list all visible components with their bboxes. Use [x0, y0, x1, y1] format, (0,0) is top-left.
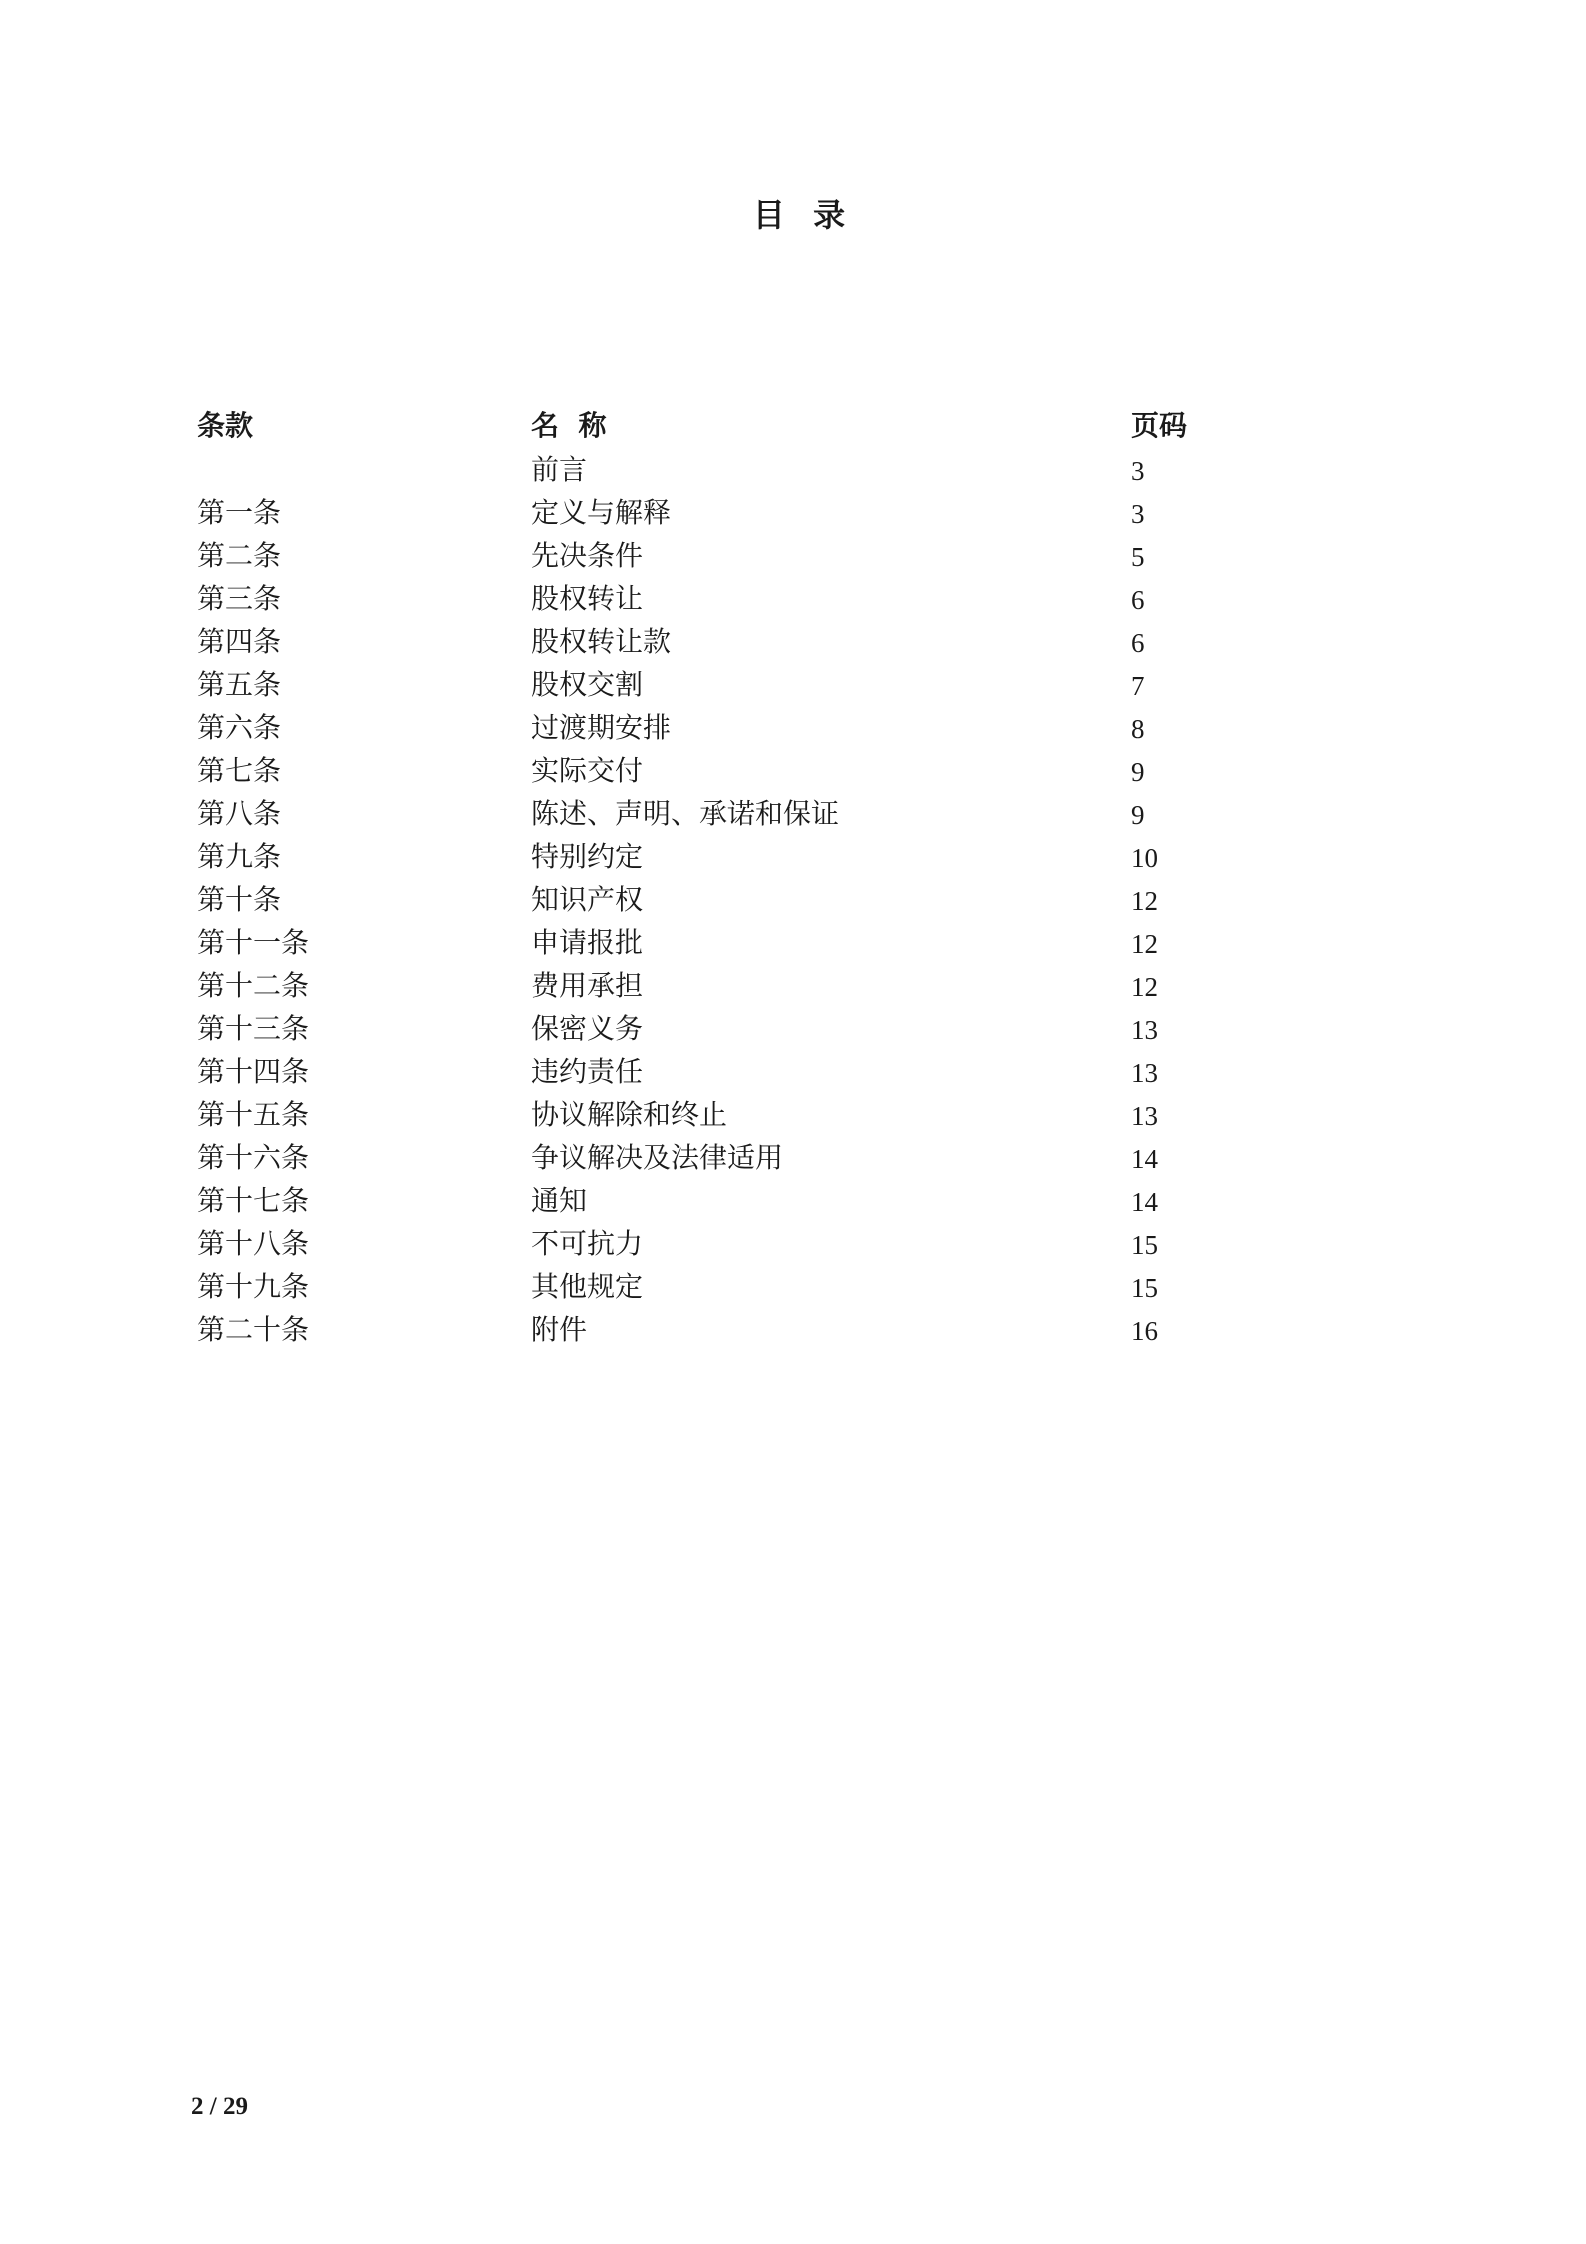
toc-clause: 第十条 — [197, 883, 282, 916]
toc-title: 陈述、声明、承诺和保证 — [531, 797, 840, 830]
toc-page: 16 — [1131, 1316, 1158, 1346]
toc-clause: 第二条 — [197, 539, 282, 572]
toc-title: 先决条件 — [531, 539, 644, 572]
toc-page: 15 — [1131, 1273, 1158, 1303]
toc-clause: 第十七条 — [197, 1184, 310, 1217]
toc-title: 费用承担 — [531, 969, 644, 1002]
toc-title: 其他规定 — [531, 1270, 644, 1303]
toc-row[interactable] — [197, 1265, 1347, 1308]
toc-clause: 第十二条 — [197, 969, 310, 1002]
toc-row[interactable] — [197, 706, 1347, 749]
toc-page: 6 — [1131, 628, 1145, 658]
toc-clause: 第十八条 — [197, 1227, 310, 1260]
toc-title: 股权转让款 — [531, 625, 672, 658]
toc-title: 申请报批 — [531, 926, 644, 959]
toc-page: 15 — [1131, 1230, 1158, 1260]
toc-title: 不可抗力 — [531, 1227, 644, 1260]
toc-row[interactable] — [197, 749, 1347, 792]
toc-title: 附件 — [531, 1313, 588, 1346]
toc-row[interactable] — [197, 491, 1347, 534]
toc-clause: 第十九条 — [197, 1270, 310, 1303]
toc-clause: 第七条 — [197, 754, 282, 787]
toc-clause: 第三条 — [197, 582, 282, 615]
toc-title: 通知 — [531, 1184, 588, 1217]
toc-header-row — [197, 404, 1347, 448]
toc-page: 12 — [1131, 886, 1158, 916]
toc-row[interactable] — [197, 1050, 1347, 1093]
toc-page: 12 — [1131, 972, 1158, 1002]
toc-clause: 第五条 — [197, 668, 282, 701]
toc-clause: 第九条 — [197, 840, 282, 873]
toc-row[interactable] — [197, 1179, 1347, 1222]
toc-page: 13 — [1131, 1101, 1158, 1131]
toc-page: 5 — [1131, 542, 1145, 572]
toc-row[interactable] — [197, 534, 1347, 577]
toc-row[interactable] — [197, 792, 1347, 835]
toc-row[interactable] — [197, 577, 1347, 620]
toc-title: 违约责任 — [531, 1055, 644, 1088]
page-title: 目 录 — [752, 196, 848, 234]
toc-page: 10 — [1131, 843, 1158, 873]
toc-title: 定义与解释 — [531, 496, 672, 529]
toc-clause: 第十五条 — [197, 1098, 310, 1131]
table-of-contents — [197, 404, 1347, 1351]
toc-title: 知识产权 — [531, 883, 644, 916]
toc-page: 6 — [1131, 585, 1145, 615]
toc-row[interactable] — [197, 620, 1347, 663]
toc-header-clause: 条款 — [197, 409, 254, 442]
toc-page: 7 — [1131, 671, 1145, 701]
toc-page: 9 — [1131, 757, 1145, 787]
toc-row[interactable] — [197, 964, 1347, 1007]
toc-row[interactable] — [197, 1136, 1347, 1179]
toc-header-name: 名 称 — [531, 409, 607, 442]
toc-page: 14 — [1131, 1144, 1158, 1174]
toc-row[interactable] — [197, 1007, 1347, 1050]
toc-page: 3 — [1131, 499, 1145, 529]
toc-page: 9 — [1131, 800, 1145, 830]
toc-row[interactable] — [197, 878, 1347, 921]
page-number: 2 / 29 — [191, 2093, 248, 2120]
toc-title: 前言 — [531, 453, 588, 486]
toc-row[interactable] — [197, 921, 1347, 964]
toc-row[interactable] — [197, 1308, 1347, 1351]
toc-clause: 第六条 — [197, 711, 282, 744]
toc-header-page: 页码 — [1131, 409, 1188, 442]
toc-title: 股权交割 — [531, 668, 644, 701]
toc-title: 过渡期安排 — [531, 711, 672, 744]
toc-title: 股权转让 — [531, 582, 644, 615]
toc-clause: 第四条 — [197, 625, 282, 658]
toc-page: 12 — [1131, 929, 1158, 959]
toc-title: 争议解决及法律适用 — [531, 1141, 784, 1174]
toc-row[interactable] — [197, 1222, 1347, 1265]
toc-clause: 第八条 — [197, 797, 282, 830]
toc-clause: 第十三条 — [197, 1012, 310, 1045]
toc-title: 保密义务 — [531, 1012, 644, 1045]
toc-clause: 第十六条 — [197, 1141, 310, 1174]
toc-clause: 第二十条 — [197, 1313, 310, 1346]
toc-page: 14 — [1131, 1187, 1158, 1217]
toc-page: 8 — [1131, 714, 1145, 744]
toc-row[interactable] — [197, 663, 1347, 706]
toc-title: 特别约定 — [531, 840, 644, 873]
toc-clause: 第十一条 — [197, 926, 310, 959]
toc-page: 3 — [1131, 456, 1145, 486]
toc-row[interactable] — [197, 835, 1347, 878]
toc-page: 13 — [1131, 1015, 1158, 1045]
toc-clause: 第一条 — [197, 496, 282, 529]
toc-title: 协议解除和终止 — [531, 1098, 728, 1131]
toc-title: 实际交付 — [531, 754, 644, 787]
toc-clause: 第十四条 — [197, 1055, 310, 1088]
toc-row[interactable] — [197, 1093, 1347, 1136]
toc-page: 13 — [1131, 1058, 1158, 1088]
toc-row[interactable] — [197, 448, 1347, 491]
